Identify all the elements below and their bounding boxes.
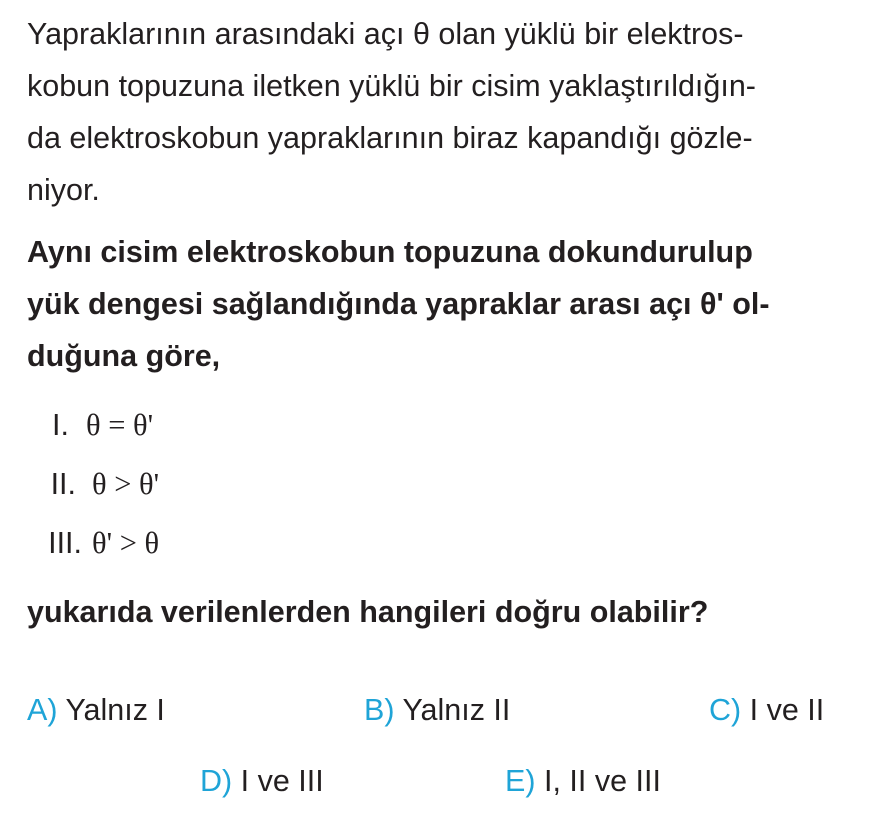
intro-line: niyor.	[27, 173, 100, 207]
option-text: I ve II	[749, 693, 825, 727]
option-text: Yalnız I	[65, 693, 165, 727]
statement-numeral: I.	[52, 408, 69, 442]
statement-expression: θ = θ'	[86, 408, 154, 442]
statement-expression: θ' > θ	[92, 526, 160, 560]
option-d[interactable]	[200, 761, 324, 801]
option-letter: D)	[200, 764, 233, 798]
condition-line: duğuna göre,	[27, 339, 221, 373]
option-letter: E)	[505, 764, 536, 798]
question-intro	[27, 8, 756, 216]
option-text: Yalnız II	[402, 693, 511, 727]
option-letter: B)	[364, 693, 395, 727]
question-prompt	[27, 586, 708, 638]
question-condition	[27, 226, 769, 382]
option-text: I, II ve III	[543, 764, 661, 798]
statement-expression: θ > θ'	[92, 467, 160, 501]
option-text: I ve III	[240, 764, 324, 798]
intro-line: Yapraklarının arasındaki açı θ olan yüklü bir elektros-	[27, 17, 744, 51]
intro-line: kobun topuzuna iletken yüklü bir cisim yaklaştırıldığın-	[27, 69, 756, 103]
option-letter: A)	[27, 693, 58, 727]
statement-1	[27, 405, 153, 445]
statement-3	[27, 523, 159, 563]
intro-line: da elektroskobun yapraklarının biraz kapandığı gözle-	[27, 121, 753, 155]
option-a[interactable]	[27, 690, 165, 730]
prompt-text: yukarıda verilenlerden hangileri doğru olabilir?	[27, 595, 709, 629]
statement-numeral: III.	[48, 526, 82, 560]
condition-line: yük dengesi sağlandığında yapraklar arası açı θ' ol-	[27, 287, 770, 321]
option-letter: C)	[709, 693, 742, 727]
statement-2	[27, 464, 159, 504]
statement-numeral: II.	[50, 467, 76, 501]
condition-line: Aynı cisim elektroskobun topuzuna dokundurulup	[27, 235, 753, 269]
option-c[interactable]	[709, 690, 824, 730]
option-b[interactable]	[364, 690, 510, 730]
option-e[interactable]	[505, 761, 661, 801]
